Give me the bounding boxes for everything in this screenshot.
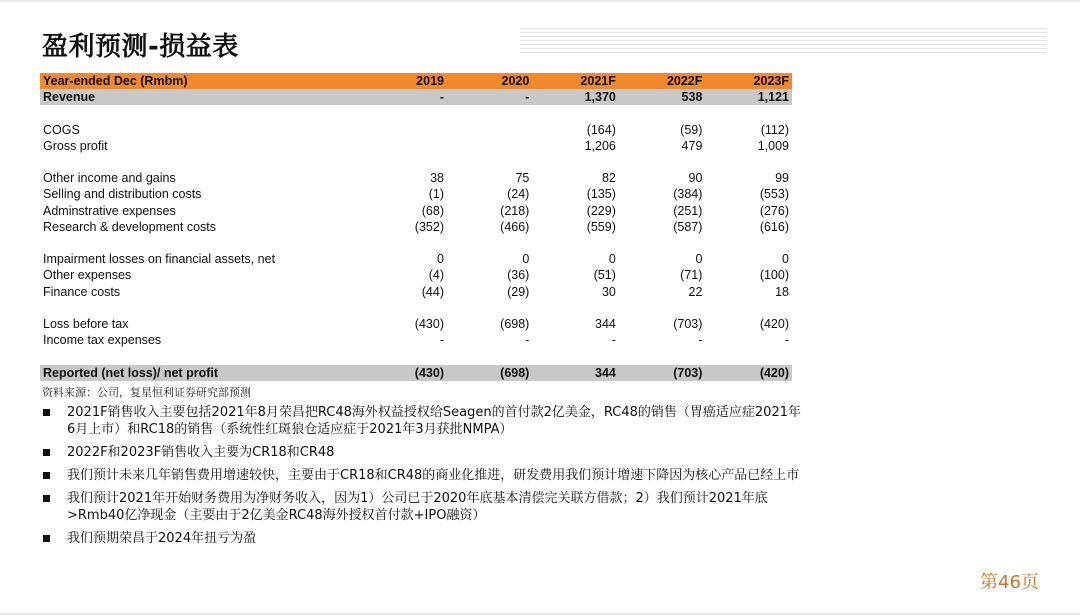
row-value: (59) (680, 122, 703, 137)
bullet-item (42, 404, 802, 438)
bullet-text: 我们预期荣昌于2024年扭亏为盈 (67, 531, 257, 546)
bullet-item (42, 530, 802, 547)
row-value: 1,206 (584, 138, 616, 153)
row-value: (466) (500, 219, 530, 234)
row-value: - (362, 89, 447, 105)
row-value: (587) (673, 219, 703, 234)
row-value: (68) (421, 203, 444, 218)
table-row (40, 170, 792, 186)
table-row (40, 219, 792, 235)
bullet-text: 2022F和2023F销售收入主要为CR18和CR48 (67, 445, 335, 460)
row-value: 22 (688, 284, 703, 299)
row-value: 82 (601, 171, 616, 186)
row-value: 75 (515, 171, 530, 186)
row-value: (1) (428, 187, 444, 202)
bullet-text: 我们预计2021年开始财务费用为净财务收入，因为1）公司已于2020年底基本清偿完关联方借款；2）我们预计2021年底>Rmb40亿净现金（主要由于2亿美金RC48海外授权首付款+IPO融资） (67, 491, 768, 523)
row-value: (29) (507, 284, 530, 299)
row-label: Adminstrative expenses (43, 203, 176, 218)
row-value: (352) (414, 219, 444, 234)
table-row (40, 203, 792, 219)
page-number: 第46页 (980, 572, 1039, 593)
spacer-cell (40, 235, 792, 251)
table-row (40, 267, 792, 283)
square-bullet-icon (43, 535, 50, 542)
row-value: 0 (782, 252, 789, 267)
table-row (40, 251, 792, 267)
row-value: (430) (414, 316, 444, 331)
row-label: Selling and distribution costs (43, 187, 202, 202)
table-row (40, 89, 792, 105)
row-value (362, 122, 447, 138)
page-title: 盈利预测-损益表 (42, 32, 239, 62)
header-year: 2021F (532, 73, 619, 89)
table-header-row (40, 73, 792, 89)
row-value: (71) (680, 268, 703, 283)
row-value: (4) (428, 268, 444, 283)
row-value: 344 (595, 316, 616, 331)
row-value: 538 (619, 89, 706, 105)
row-value: (36) (507, 268, 530, 283)
row-value: (420) (705, 365, 792, 381)
row-value: (420) (759, 316, 789, 331)
row-value: - (525, 333, 530, 348)
row-value: 1,009 (757, 138, 789, 153)
row-label: Revenue (40, 89, 362, 105)
bullet-text: 2021F销售收入主要包括2021年8月荣昌把RC48海外权益授权给Seagen的首付款2亿美金，RC48的销售（胃癌适应症2021年6月上市）和RC18的销售（系统性红斑狼仓适应症于2021年3月获批NMPA） (67, 405, 801, 437)
bullet-list (42, 404, 802, 553)
table-row (40, 316, 792, 332)
row-value: 1,121 (705, 89, 792, 105)
bullet-item (42, 467, 802, 484)
row-value: 0 (522, 252, 530, 267)
top-border (0, 0, 1080, 2)
row-value: (24) (507, 187, 530, 202)
table-row (40, 122, 792, 138)
row-value: 90 (688, 171, 703, 186)
row-value: 1,370 (532, 89, 619, 105)
row-value (447, 122, 532, 138)
spacer-row (40, 105, 792, 121)
bullet-item (42, 490, 802, 524)
row-value (362, 138, 447, 154)
row-value: - (784, 333, 789, 348)
spacer-row (40, 154, 792, 170)
row-label: Other income and gains (43, 171, 176, 186)
row-value: (44) (421, 284, 444, 299)
row-value: 38 (430, 171, 444, 186)
row-value: (616) (759, 219, 789, 234)
header-label: Year-ended Dec (Rmbm) (40, 73, 362, 89)
row-value: (553) (759, 187, 789, 202)
table-row (40, 332, 792, 348)
row-label: Finance costs (43, 284, 121, 299)
square-bullet-icon (43, 409, 50, 416)
row-label: Gross profit (43, 138, 108, 153)
title-decorative-lines (520, 28, 1047, 56)
row-value: (276) (759, 203, 789, 218)
row-value: (51) (593, 268, 616, 283)
row-value: 30 (601, 284, 616, 299)
row-value: (135) (586, 187, 616, 202)
square-bullet-icon (43, 449, 50, 456)
table-row (40, 284, 792, 300)
row-value: (218) (500, 203, 530, 218)
row-value (447, 138, 532, 154)
row-label: Other expenses (43, 268, 132, 283)
row-value: (559) (586, 219, 616, 234)
square-bullet-icon (43, 495, 50, 502)
row-value: (112) (760, 122, 789, 137)
row-value: 0 (437, 252, 444, 267)
row-value: 18 (775, 284, 789, 299)
spacer-cell (40, 105, 792, 121)
row-value: 99 (775, 171, 789, 186)
row-value: (698) (447, 365, 532, 381)
row-value: - (447, 89, 532, 105)
row-value: (698) (500, 316, 530, 331)
spacer-cell (40, 348, 792, 364)
row-label: Income tax expenses (43, 333, 162, 348)
row-label: Research & development costs (43, 219, 217, 234)
header-year: 2022F (619, 73, 706, 89)
square-bullet-icon (43, 472, 50, 479)
bullet-text: 我们预计未来几年销售费用增速较快，主要由于CR18和CR48的商业化推进，研发费用我们预计增速下降因为核心产品已经上市 (67, 468, 800, 483)
row-value: (703) (619, 365, 706, 381)
row-value: - (698, 333, 703, 348)
row-label: Impairment losses on financial assets, net (43, 252, 276, 267)
table-row (40, 186, 792, 202)
income-statement-table (40, 73, 792, 381)
row-label: Loss before tax (43, 316, 129, 331)
row-value: (430) (362, 365, 447, 381)
header-year: 2023F (705, 73, 792, 89)
spacer-cell (40, 154, 792, 170)
bullet-item (42, 444, 802, 461)
row-value: 344 (532, 365, 619, 381)
spacer-row (40, 348, 792, 364)
header-year: 2019 (362, 73, 447, 89)
spacer-row (40, 235, 792, 251)
header-year: 2020 (447, 73, 532, 89)
row-value: (703) (673, 316, 703, 331)
row-value: - (439, 333, 444, 348)
row-label: COGS (43, 122, 80, 137)
row-value: (251) (673, 203, 703, 218)
row-value: (229) (586, 203, 616, 218)
row-value: (384) (673, 187, 703, 202)
spacer-row (40, 300, 792, 316)
row-value: (100) (759, 268, 789, 283)
table-row (40, 138, 792, 154)
row-value: 0 (695, 252, 703, 267)
spacer-cell (40, 300, 792, 316)
row-label: Reported (net loss)/ net profit (40, 365, 362, 381)
source-note: 资料来源：公司，复星恒利证券研究部预测 (42, 386, 251, 399)
row-value: 479 (681, 138, 703, 153)
row-value: (164) (586, 122, 616, 137)
table-row (40, 365, 792, 381)
row-value: - (611, 333, 616, 348)
row-value: 0 (608, 252, 616, 267)
